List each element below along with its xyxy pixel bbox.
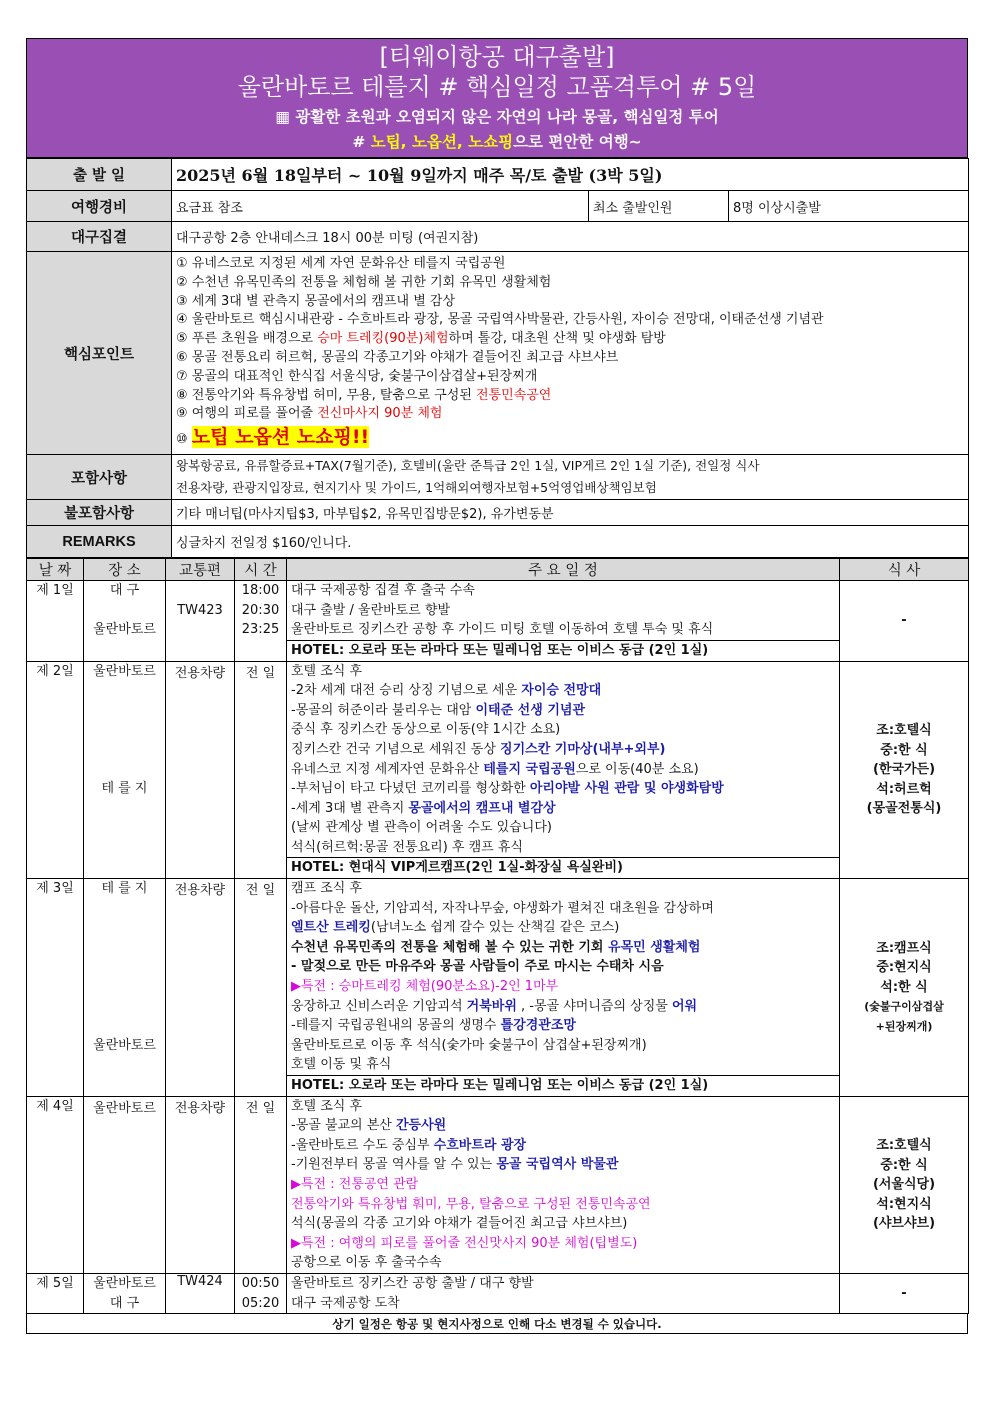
key-point: ④ 울란바토르 핵심시내관광 - 수흐바트라 광장, 몽골 국립역사박물관, 간등사원, 자이승 전망대, 이태준선생 기념관 — [176, 312, 824, 328]
day-number: 제 3일 — [27, 879, 84, 1097]
schedule-table — [26, 558, 969, 1314]
day-number: 제 1일 — [27, 581, 84, 661]
footer-notice: 상기 일정은 항공 및 현지사정으로 인해 다소 변경될 수 있습니다. — [26, 1314, 968, 1334]
day-times: 전 일 — [235, 661, 287, 879]
day-number: 제 2일 — [27, 661, 84, 879]
cost-value: 요금표 참조 — [172, 191, 589, 222]
day-meal: 조:캠프식 중:현지식 석:한 식 (숯불구이삼겹살 +된장찌개) — [840, 879, 969, 1097]
meeting-label: 대구집결 — [27, 222, 172, 252]
day-transport: 전용차량 — [166, 661, 235, 879]
day-itinerary: 호텔 조식 후 -2차 세계 대전 승리 상징 기념으로 세운 자이승 전망대 -몽골의 허준이라 불리우는 대암 이태준 선생 기념관 중식 후 징키스칸 동상으로 이동(약 1시간 소요) 징키스칸 건국 기념으로 세워진 동상 징기스칸 기마상(내부+외부) 유네스코 지정 세계자연 문화유산 테를지 국립공원으로 이동(40분 소요) -부처님이 타고 다녔던 코끼리를 형상화한 아리야발 사원 관람 및 야생화탐방 -세계 3대 별 관측지 몽골에서의 캠프내 별감상 (날씨 관계상 별 관측이 어려울 수도 있습니다) 석식(허르헉:몽골 전통요리) 후 캠프 휴식 HOTEL: 현대식 VIP게르캠프(2인 1실-화장실 욕실완비) — [287, 661, 840, 879]
key-point: ⑨ 여행의 피로를 풀어줄 전신마사지 90분 체험 — [176, 406, 443, 422]
hotel-info: HOTEL: 오로라 또는 라마다 또는 밀레니엄 또는 이비스 동급 (2인 1실) — [287, 640, 839, 661]
info-table — [26, 158, 969, 558]
subtitle-line: ▦ 광활한 초원과 오염되지 않은 자연의 나라 몽골, 핵심일정 투어 — [275, 108, 719, 126]
itinerary-document — [26, 38, 968, 1334]
key-points-list — [172, 252, 969, 455]
included-label: 포함사항 — [27, 455, 172, 500]
title-banner — [26, 38, 968, 158]
key-point: ② 수천년 유목민족의 전통을 체험해 볼 귀한 기회 유목민 생활체험 — [176, 274, 552, 290]
day-transport: 전용차량 — [166, 1096, 235, 1273]
day-row — [27, 1273, 969, 1313]
key-point: ⑥ 몽골 전통요리 허르헉, 몽골의 각종고기와 야채가 곁들어진 최고급 샤브샤브 — [176, 349, 619, 365]
day-itinerary: 대구 국제공항 집결 후 출국 수속 대구 출발 / 울란바토르 향발 울란바토르 징키스칸 공항 후 가이드 미팅 호텔 이동하여 호텔 투숙 및 휴식 HOTEL: 오로라 또는 라마다 또는 밀레니엄 또는 이비스 동급 (2인 1실) — [287, 581, 840, 661]
key-point: ⑤ 푸른 초원을 배경으로 승마 트레킹(90분)체험하며 톨강, 대초원 산책 및 야생화 탐방 — [176, 331, 666, 347]
day-times: 18:00 20:30 23:25 — [235, 581, 287, 661]
key-points-label: 핵심포인트 — [27, 252, 172, 455]
key-point: ⑧ 전통악기와 특유창법 허미, 무용, 탈춤으로 구성된 전통민속공연 — [176, 387, 552, 403]
day-place: 테 를 지 울란바토르 — [84, 879, 166, 1097]
meeting-value: 대구공항 2층 안내데스크 18시 00분 미팅 (여권지참) — [172, 222, 969, 252]
excluded-value: 기타 매너팁(마사지팁$3, 마부팁$2, 유목민집방문$2), 유가변동분 — [172, 500, 969, 526]
remarks-label: REMARKS — [27, 526, 172, 558]
day-row — [27, 1096, 969, 1273]
day-row — [27, 879, 969, 1097]
min-participants-value: 8명 이상시출발 — [729, 191, 969, 222]
header-place: 장 소 — [84, 559, 166, 581]
day-place: 울란바토르 — [84, 1096, 166, 1273]
day-number: 제 5일 — [27, 1273, 84, 1313]
key-point: ③ 세계 3대 별 관측지 몽골에서의 캠프내 별 감상 — [176, 293, 456, 309]
day-transport: TW424 — [166, 1273, 235, 1313]
day-times: 전 일 — [235, 879, 287, 1097]
day-number: 제 4일 — [27, 1096, 84, 1273]
header-meal: 식 사 — [840, 559, 969, 581]
day-itinerary: 호텔 조식 후 -몽골 불교의 본산 간등사원 -울란바토르 수도 중심부 수흐바트라 광장 -기원전부터 몽골 역사를 알 수 있는 몽골 국립역사 박물관 ▶특전 : 전통공연 관람 전통악기와 특유창법 훠미, 무용, 탈춤으로 구성된 전통민속공연 석식(몽골의 각종 고기와 야채가 곁들어진 최고급 샤브샤브) ▶특전 : 여행의 피로를 풀어줄 전신맛사지 90분 체험(팁별도) 공항으로 이동 후 출국수속 — [287, 1096, 840, 1273]
day-itinerary: 울란바토르 징키스칸 공항 출발 / 대구 향발 대구 국제공항 도착 — [287, 1273, 840, 1313]
day-transport: TW423 — [166, 581, 235, 661]
hotel-info: HOTEL: 오로라 또는 라마다 또는 밀레니엄 또는 이비스 동급 (2인 1실) — [287, 1075, 839, 1096]
tagline-highlight: 노팁, 노옵션, 노쇼핑 — [370, 133, 514, 151]
day-times: 00:50 05:20 — [235, 1273, 287, 1313]
header-time: 시 간 — [235, 559, 287, 581]
key-point: ① 유네스코로 지정된 세계 자연 문화유산 테를지 국립공원 — [176, 256, 506, 271]
day-meal: - — [840, 1273, 969, 1313]
hotel-info: HOTEL: 현대식 VIP게르캠프(2인 1실-화장실 욕실완비) — [287, 857, 839, 878]
day-place: 울란바토르 대 구 — [84, 1273, 166, 1313]
day-row — [27, 661, 969, 879]
day-itinerary: 캠프 조식 후 -아름다운 돌산, 기암괴석, 자작나무숲, 야생화가 펼쳐진 대초원을 감상하며 엘트산 트레킹(남녀노소 쉽게 갈수 있는 산책길 같은 코스) 수천년 유목민족의 전통을 체험해 볼 수 있는 귀한 기회 유목민 생활체험 - 말젖으로 만든 마유주와 몽골 사람들이 주로 마시는 수태차 시음 ▶특전 : 승마트레킹 체험(90분소요)-2인 1마부 웅장하고 신비스러운 기암괴석 거북바위 , -몽골 샤머니즘의 상징물 어워 -테를지 국립공원내의 몽골의 생명수 톨강경관조망 울란바토르로 이동 후 석식(숯가마 숯불구이 삼겹살+된장찌개) 호텔 이동 및 휴식 HOTEL: 오로라 또는 라마다 또는 밀레니엄 또는 이비스 동급 (2인 1실) — [287, 879, 840, 1097]
header-transport: 교통편 — [166, 559, 235, 581]
remarks-value: 싱글차지 전일정 $160/인니다. — [172, 526, 969, 558]
title-line-2: 울란바토르 테를지 # 핵심일정 고품격투어 # 5일 — [237, 73, 757, 101]
excluded-label: 불포함사항 — [27, 500, 172, 526]
day-times: 전 일 — [235, 1096, 287, 1273]
departure-label: 출 발 일 — [27, 159, 172, 191]
tagline: # 노팁, 노옵션, 노쇼핑으로 편안한 여행~ — [352, 133, 642, 151]
title-line-1: [티웨이항공 대구출발] — [379, 43, 615, 71]
key-point-highlight: ⑩ 노팁 노옵션 노쇼핑!! — [176, 426, 370, 449]
day-meal: 조:호텔식 중:한 식 (한국가든) 석:허르헉 (몽골전통식) — [840, 661, 969, 879]
header-day: 날 짜 — [27, 559, 84, 581]
day-transport: 전용차량 — [166, 879, 235, 1097]
min-participants-label: 최소 출발인원 — [589, 191, 729, 222]
included-value: 왕복항공료, 유류할증료+TAX(7월기준), 호텔비(울란 준특급 2인 1실, VIP게르 2인 1실 기준), 전일정 식사 전용차량, 관광지입장료, 현지기사 및 가이드, 1억해외여행자보험+5억영업배상책임보험 — [172, 455, 969, 500]
departure-value: 2025년 6월 18일부터 ~ 10월 9일까지 매주 목/토 출발 (3박 5일) — [172, 159, 969, 191]
day-row — [27, 581, 969, 661]
key-point: ⑦ 몽골의 대표적인 한식집 서울식당, 숯불구이삼겹살+된장찌개 — [176, 368, 538, 384]
day-place: 대 구 울란바토르 — [84, 581, 166, 661]
cost-label: 여행경비 — [27, 191, 172, 222]
day-place: 울란바토르 테 를 지 — [84, 661, 166, 879]
day-meal: 조:호텔식 중:한 식 (서울식당) 석:현지식 (샤브샤브) — [840, 1096, 969, 1273]
header-itinerary: 주 요 일 정 — [287, 559, 840, 581]
day-meal: - — [840, 581, 969, 661]
